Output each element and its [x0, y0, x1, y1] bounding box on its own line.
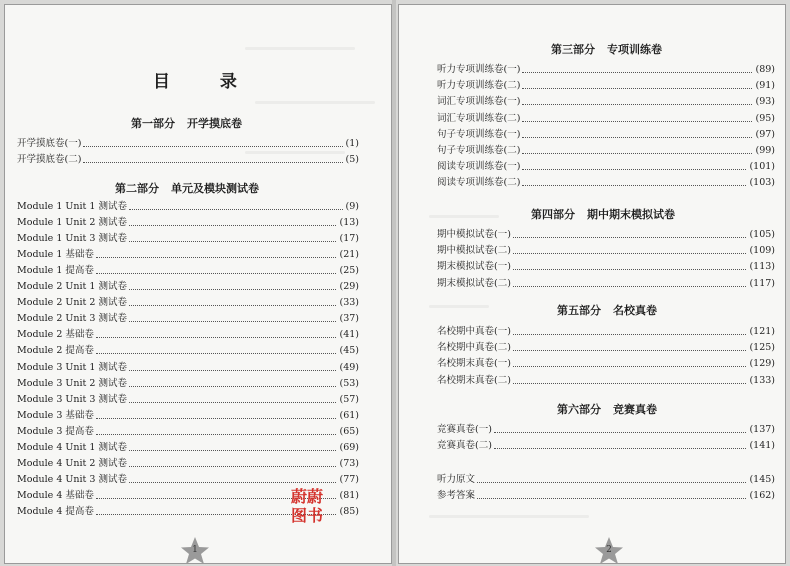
- dot-leader: [129, 225, 337, 226]
- toc-entry-page: (1): [345, 138, 359, 149]
- toc-entry-label: Module 4 基础卷: [17, 489, 94, 501]
- dot-leader: [513, 237, 747, 238]
- toc-entry: [437, 144, 775, 157]
- toc-entry-label: 竞赛真卷(一): [437, 424, 492, 435]
- publisher-watermark: [287, 487, 327, 525]
- section-heading-3: [551, 41, 662, 57]
- toc-entry: [17, 280, 359, 293]
- dot-leader: [129, 450, 337, 451]
- dot-leader: [129, 321, 337, 322]
- toc-entry-label: 开学摸底卷(二): [17, 154, 82, 165]
- toc-entry-page: (129): [749, 358, 775, 370]
- show-through-mark: [429, 215, 499, 218]
- toc-entry-label: 词汇专项训练卷(二): [437, 112, 521, 124]
- toc-entry-page: (13): [339, 217, 359, 229]
- show-through-mark: [255, 101, 375, 104]
- toc-entry-page: (145): [749, 474, 775, 485]
- dot-leader: [522, 137, 752, 138]
- section-name: 单元及模块测试卷: [171, 182, 259, 195]
- dot-leader: [96, 418, 337, 419]
- toc-entry-label: Module 1 基础卷: [17, 249, 94, 261]
- section-number: 第一部分: [131, 117, 175, 130]
- toc-entry-page: (45): [339, 345, 359, 357]
- toc-entry-label: Module 4 提高卷: [17, 505, 94, 517]
- section-heading-6: [557, 401, 657, 417]
- toc-entry-label: Module 1 Unit 2 测试卷: [17, 217, 127, 229]
- dot-leader: [477, 498, 746, 499]
- page-number: 1: [192, 545, 198, 555]
- toc-entry-page: (41): [339, 329, 359, 341]
- toc-entry-label: Module 4 Unit 3 测试卷: [17, 473, 127, 485]
- dot-leader: [129, 209, 343, 210]
- toc-entry: [17, 377, 359, 390]
- dot-leader: [513, 253, 747, 254]
- toc-entry-page: (25): [339, 265, 359, 277]
- toc-entry-page: (141): [749, 440, 775, 452]
- dot-leader: [513, 383, 747, 384]
- toc-entry-page: (9): [345, 201, 359, 212]
- toc-entry-label: Module 4 Unit 1 测试卷: [17, 441, 127, 453]
- toc-entry-page: (21): [339, 249, 359, 261]
- toc-entry: [17, 457, 359, 470]
- toc-entry-label: Module 3 基础卷: [17, 409, 94, 421]
- dot-leader: [522, 121, 752, 122]
- toc-entry: [17, 393, 359, 406]
- toc-entry: [437, 160, 775, 173]
- toc-entry: [437, 423, 775, 436]
- toc-entry-page: (37): [339, 313, 359, 325]
- toc-entry-page: (109): [749, 245, 775, 257]
- toc-entry-label: Module 4 Unit 2 测试卷: [17, 457, 127, 469]
- dot-leader: [96, 273, 337, 274]
- page-number: 2: [606, 545, 612, 555]
- toc-entry-label: Module 3 Unit 1 测试卷: [17, 361, 127, 373]
- toc-entry: [437, 439, 775, 452]
- dot-leader: [513, 366, 747, 367]
- toc-entry: [17, 361, 359, 374]
- dot-leader: [96, 434, 337, 435]
- toc-entry-page: (137): [749, 424, 775, 435]
- toc-entry-label: 期中模拟试卷(二): [437, 245, 511, 257]
- toc-entry-page: (17): [339, 233, 359, 245]
- toc-entry: [17, 248, 359, 261]
- toc-entry-label: 名校期中真卷(二): [437, 342, 511, 354]
- toc-entry-page: (81): [339, 489, 359, 501]
- toc-entry: [437, 325, 775, 338]
- toc-entry-page: (103): [749, 177, 775, 189]
- show-through-mark: [245, 47, 355, 50]
- toc-entry: [437, 473, 775, 486]
- section-name: 名校真卷: [613, 304, 657, 317]
- toc-entry-label: 词汇专项训练卷(一): [437, 96, 521, 108]
- toc-entry-page: (73): [339, 457, 359, 469]
- dot-leader: [129, 289, 337, 290]
- toc-entry-label: 阅读专项训练卷(一): [437, 161, 521, 173]
- toc-entry-label: 听力专项训练卷(二): [437, 80, 521, 92]
- dot-leader: [513, 334, 747, 335]
- section-heading-4: [531, 206, 675, 222]
- dot-leader: [513, 269, 747, 270]
- toc-entry-page: (69): [339, 441, 359, 453]
- toc-entry-page: (5): [345, 154, 359, 165]
- toc-entry: [17, 216, 359, 229]
- toc-entry-page: (49): [339, 361, 359, 373]
- toc-entry-label: Module 1 提高卷: [17, 265, 94, 277]
- dot-leader: [129, 386, 337, 387]
- toc-entry-label: Module 3 Unit 3 测试卷: [17, 393, 127, 405]
- toc-entry-label: Module 2 Unit 3 测试卷: [17, 313, 127, 325]
- dot-leader: [129, 402, 337, 403]
- section-number: 第六部分: [557, 403, 601, 416]
- dot-leader: [129, 466, 337, 467]
- toc-entry-page: (97): [755, 128, 775, 140]
- show-through-mark: [429, 515, 589, 518]
- toc-entry-label: 期末模拟试卷(一): [437, 261, 511, 273]
- toc-entry-page: (125): [749, 342, 775, 354]
- dot-leader: [129, 482, 337, 483]
- toc-entry-label: Module 2 Unit 2 测试卷: [17, 297, 127, 309]
- toc-entry: [437, 374, 775, 387]
- toc-entry-page: (162): [749, 490, 775, 502]
- toc-entry-label: Module 2 基础卷: [17, 329, 94, 341]
- toc-entry-page: (93): [755, 96, 775, 108]
- dot-leader: [513, 286, 747, 287]
- section-name: 竞赛真卷: [613, 403, 657, 416]
- toc-entry-page: (53): [339, 377, 359, 389]
- right-page: [398, 4, 786, 564]
- section-name: 专项训练卷: [607, 43, 662, 56]
- section-heading-2: [115, 180, 259, 196]
- section-number: 第三部分: [551, 43, 595, 56]
- dot-leader: [96, 337, 337, 338]
- dot-leader: [96, 257, 337, 258]
- toc-entry: [17, 409, 359, 422]
- toc-entry-label: 竞赛真卷(二): [437, 440, 492, 452]
- toc-entry-label: 名校期末真卷(一): [437, 358, 511, 370]
- toc-entry-page: (89): [755, 64, 775, 75]
- section-number: 第二部分: [115, 182, 159, 195]
- section-heading-1: [131, 115, 242, 131]
- section-name: 期中期末模拟试卷: [587, 208, 675, 221]
- dot-leader: [96, 353, 337, 354]
- book-gutter: [392, 0, 396, 566]
- section-heading-5: [557, 302, 657, 318]
- toc-entry-page: (77): [339, 473, 359, 485]
- toc-entry-label: 听力原文: [437, 474, 476, 485]
- toc-entry: [17, 441, 359, 454]
- toc-entry-page: (85): [339, 505, 359, 517]
- toc-entry: [17, 264, 359, 277]
- toc-entry: [437, 176, 775, 189]
- toc-entry-label: 听力专项训练卷(一): [437, 64, 521, 75]
- watermark-line-1: 蔚蔚: [290, 487, 323, 506]
- toc-entry-page: (57): [339, 393, 359, 405]
- toc-entry-label: 期中模拟试卷(一): [437, 229, 511, 240]
- toc-entry-page: (99): [755, 145, 775, 156]
- toc-entry-page: (117): [749, 277, 775, 289]
- toc-entry-label: 阅读专项训练卷(二): [437, 177, 521, 189]
- dot-leader: [494, 432, 747, 433]
- toc-entry-page: (105): [749, 229, 775, 240]
- toc-entry-label: 名校期末真卷(二): [437, 374, 511, 386]
- section-number: 第四部分: [531, 208, 575, 221]
- toc-entry: [437, 244, 775, 257]
- dot-leader: [522, 88, 752, 89]
- toc-entry: [17, 344, 359, 357]
- toc-entry-label: Module 3 Unit 2 测试卷: [17, 377, 127, 389]
- toc-entry-page: (101): [749, 161, 775, 173]
- toc-entry: [17, 137, 359, 150]
- section-name: 开学摸底卷: [187, 117, 242, 130]
- dot-leader: [513, 350, 747, 351]
- toc-entry-label: 名校期中真卷(一): [437, 326, 511, 337]
- toc-entry-page: (95): [755, 112, 775, 124]
- toc-entry-label: Module 3 提高卷: [17, 425, 94, 437]
- toc-entry-label: 句子专项训练卷(一): [437, 128, 521, 140]
- toc-entry: [437, 341, 775, 354]
- toc-entry-page: (91): [755, 80, 775, 92]
- toc-entry-page: (113): [749, 261, 775, 273]
- toc-entry-label: 开学摸底卷(一): [17, 138, 82, 149]
- dot-leader: [522, 104, 752, 105]
- toc-entry-label: Module 1 Unit 1 测试卷: [17, 201, 127, 212]
- toc-entry: [17, 312, 359, 325]
- section-number: 第五部分: [557, 304, 601, 317]
- dot-leader: [522, 169, 746, 170]
- toc-entry: [437, 489, 775, 502]
- toc-entry: [437, 277, 775, 290]
- toc-title: 目 录: [153, 72, 259, 92]
- toc-entry: [17, 473, 359, 486]
- left-page: [4, 4, 392, 564]
- dot-leader: [494, 448, 747, 449]
- page-number-badge: [180, 536, 210, 564]
- toc-entry: [17, 153, 359, 166]
- page-number-badge: [594, 536, 624, 564]
- toc-entry: [437, 228, 775, 241]
- toc-entry: [437, 260, 775, 273]
- toc-entry-page: (29): [339, 281, 359, 293]
- toc-entry: [437, 112, 775, 125]
- dot-leader: [522, 185, 746, 186]
- toc-entry-label: Module 1 Unit 3 测试卷: [17, 233, 127, 245]
- toc-entry: [437, 95, 775, 108]
- toc-entry-label: 参考答案: [437, 490, 476, 502]
- toc-entry: [437, 357, 775, 370]
- toc-entry-page: (133): [749, 374, 775, 386]
- toc-entry-page: (61): [339, 409, 359, 421]
- toc-entry: [17, 232, 359, 245]
- toc-entry-page: (33): [339, 297, 359, 309]
- toc-entry: [437, 79, 775, 92]
- toc-entry-label: 句子专项训练卷(二): [437, 145, 521, 156]
- dot-leader: [83, 146, 342, 147]
- toc-entry: [17, 200, 359, 213]
- toc-entry: [437, 63, 775, 76]
- toc-entry: [17, 425, 359, 438]
- toc-entry-label: Module 2 提高卷: [17, 345, 94, 357]
- toc-entry-label: Module 2 Unit 1 测试卷: [17, 281, 127, 293]
- show-through-mark: [429, 305, 489, 308]
- dot-leader: [129, 241, 337, 242]
- watermark-line-2: 图书: [290, 506, 323, 525]
- dot-leader: [522, 153, 752, 154]
- dot-leader: [129, 370, 337, 371]
- dot-leader: [83, 162, 342, 163]
- toc-entry-page: (121): [749, 326, 775, 337]
- dot-leader: [129, 305, 337, 306]
- dot-leader: [477, 482, 746, 483]
- toc-entry: [17, 328, 359, 341]
- toc-entry: [17, 296, 359, 309]
- toc-entry-page: (65): [339, 425, 359, 437]
- dot-leader: [522, 72, 752, 73]
- toc-entry-label: 期末模拟试卷(二): [437, 277, 511, 289]
- toc-entry: [437, 128, 775, 141]
